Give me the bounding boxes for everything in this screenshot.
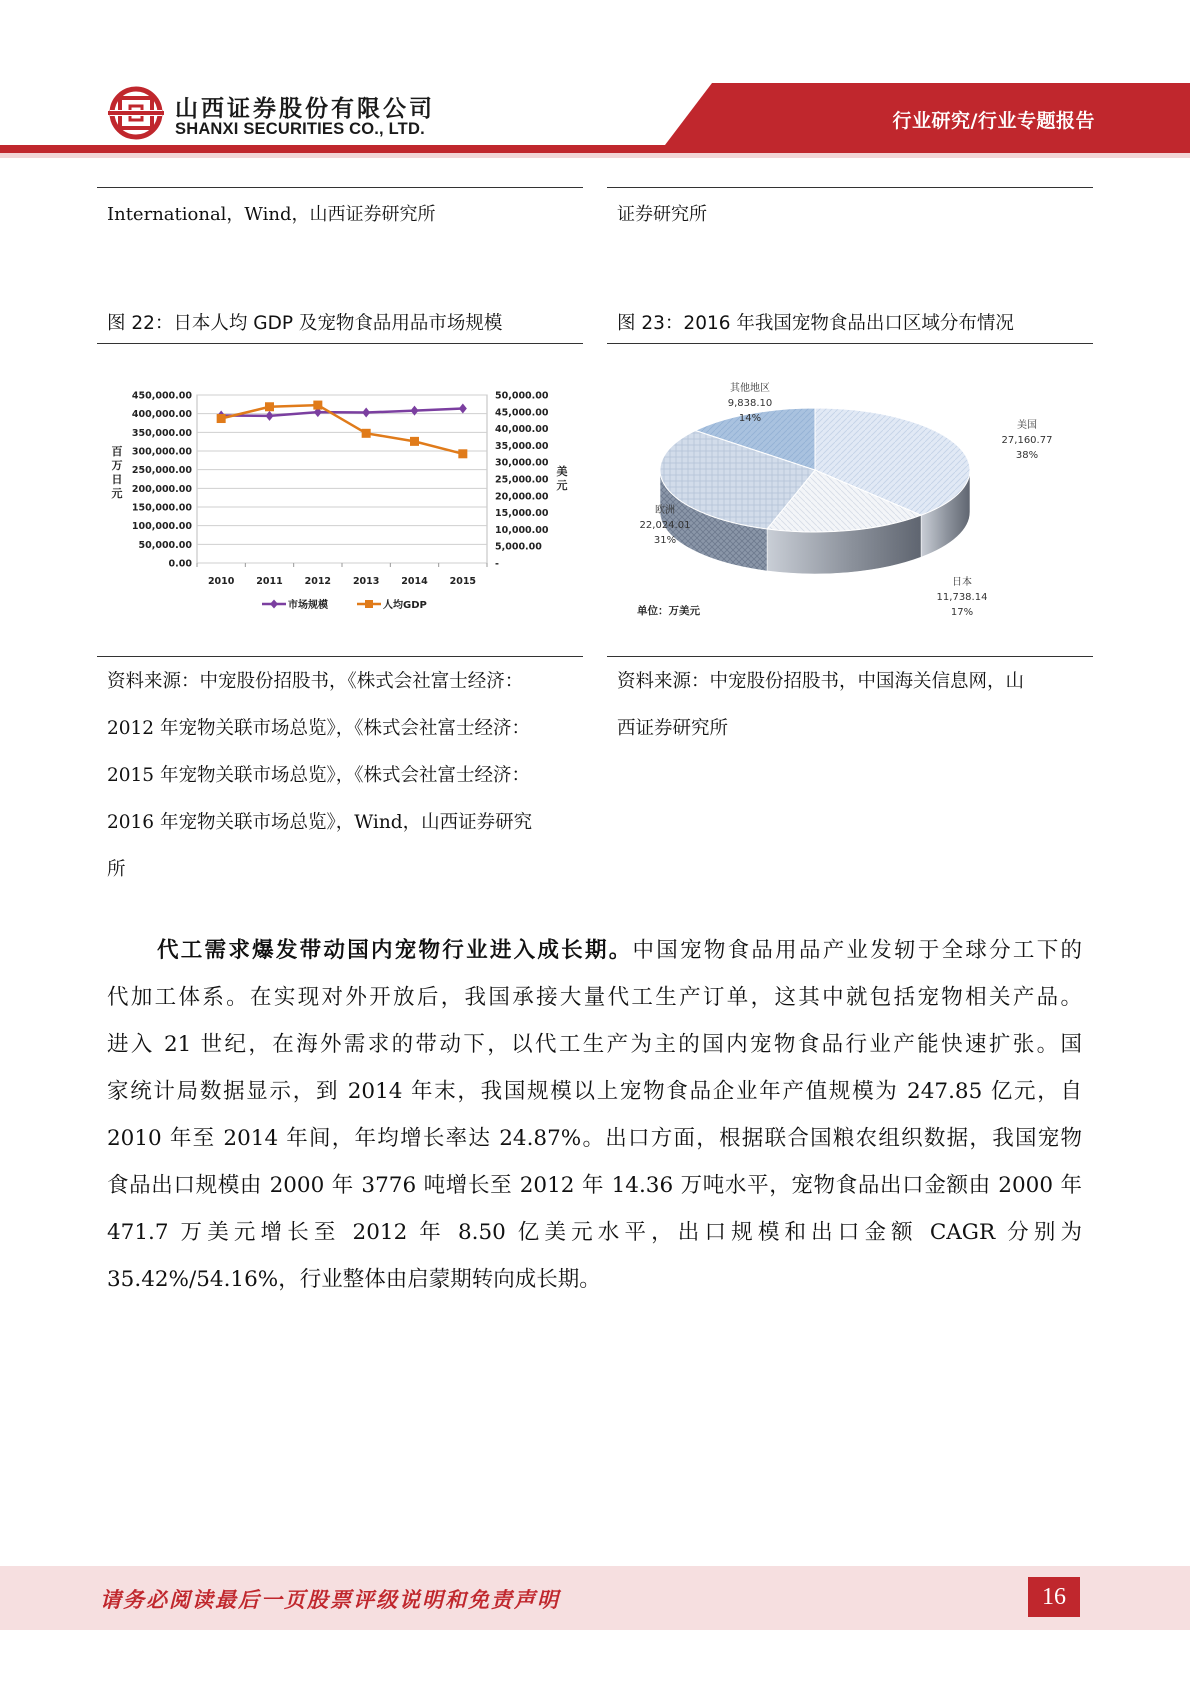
left-tick-label: 400,000.00 bbox=[131, 409, 192, 421]
slice-label-percent: 31% bbox=[653, 535, 677, 546]
left-source-line: 所 bbox=[107, 859, 126, 880]
figure-22-chart bbox=[97, 370, 583, 620]
x-tick-label: 2010 bbox=[207, 576, 235, 587]
company-name-en: SHANXI SECURITIES CO., LTD. bbox=[175, 120, 425, 138]
slice-label-name: 日本 bbox=[952, 577, 972, 588]
body-line-1 bbox=[107, 933, 1082, 964]
legend-label: 市场规模 bbox=[288, 600, 328, 611]
left-title-rule bbox=[97, 343, 583, 344]
x-tick-label: 2011 bbox=[256, 576, 283, 587]
x-tick-label: 2014 bbox=[401, 576, 428, 587]
left-bottom-rule bbox=[97, 656, 583, 657]
legend-label: 人均GDP bbox=[383, 600, 427, 611]
header-band bbox=[0, 0, 1190, 165]
body-line: 食品出口规模由 2000 年 3776 吨增长至 2012 年 14.36 万吨水平，宠物食品出口金额由 2000 年 bbox=[107, 1173, 1082, 1198]
body-line-1-rest: 中国宠物食品用品产业发轫于全球分工下的 bbox=[632, 938, 1082, 963]
right-tick-label: - bbox=[495, 558, 499, 570]
legend-marker bbox=[365, 600, 373, 608]
series-point-gdp bbox=[217, 414, 226, 423]
left-tick-label: 0.00 bbox=[168, 558, 192, 570]
right-tick-label: 20,000.00 bbox=[495, 491, 549, 503]
left-tick-label: 50,000.00 bbox=[138, 539, 192, 551]
left-tick-label: 350,000.00 bbox=[131, 427, 192, 439]
slice-label-percent: 17% bbox=[950, 607, 974, 618]
right-tick-label: 30,000.00 bbox=[495, 457, 549, 469]
right-source-note bbox=[617, 658, 1024, 752]
legend-marker bbox=[270, 600, 278, 609]
left-source-line: 2015 年宠物关联市场总览》，《株式会社富士经济： bbox=[107, 765, 530, 786]
right-axis-label-char: 美 bbox=[556, 465, 568, 478]
left-axis-label-char: 日 bbox=[111, 473, 123, 486]
left-source-note bbox=[107, 658, 532, 893]
right-tick-label: 25,000.00 bbox=[495, 474, 549, 486]
company-logo bbox=[108, 89, 164, 137]
slice-label-value: 9,838.10 bbox=[727, 398, 773, 409]
left-tick-label: 300,000.00 bbox=[131, 446, 192, 458]
x-tick-label: 2013 bbox=[352, 576, 380, 587]
left-top-rule bbox=[97, 187, 583, 188]
report-type: 行业研究/行业专题报告 bbox=[892, 110, 1095, 132]
company-name-cn: 山西证券股份有限公司 bbox=[175, 96, 435, 122]
body-lead: 代工需求爆发带动国内宠物行业进入成长期。 bbox=[157, 938, 633, 963]
body-line: 2010 年至 2014 年间，年均增长率达 24.87%。出口方面，根据联合国粮农组织数据，我国宠物 bbox=[107, 1126, 1082, 1151]
left-tick-label: 450,000.00 bbox=[131, 390, 192, 402]
slice-label-name: 美国 bbox=[1017, 420, 1037, 431]
slice-label-name: 其他地区 bbox=[730, 383, 770, 394]
slice-label-value: 22,024.01 bbox=[639, 520, 691, 531]
series-point-gdp bbox=[410, 437, 419, 446]
right-tick-label: 10,000.00 bbox=[495, 524, 549, 536]
left-top-source: International，Wind，山西证券研究所 bbox=[107, 204, 436, 225]
slice-label-value: 27,160.77 bbox=[1001, 435, 1053, 446]
series-point-gdp bbox=[458, 449, 467, 458]
right-tick-label: 5,000.00 bbox=[495, 541, 542, 553]
series-point-gdp bbox=[265, 402, 274, 411]
slice-label-percent: 38% bbox=[1015, 450, 1039, 461]
right-source-line: 资料来源：中宠股份招股书，中国海关信息网，山 bbox=[617, 671, 1025, 692]
right-axis-label-char: 元 bbox=[556, 479, 568, 492]
series-point-market bbox=[266, 411, 274, 421]
body-line: 代加工体系。在实现对外开放后，我国承接大量代工生产订单，这其中就包括宠物相关产品。 bbox=[107, 985, 1082, 1010]
series-point-gdp bbox=[362, 429, 371, 438]
left-tick-label: 100,000.00 bbox=[131, 521, 192, 533]
right-tick-label: 15,000.00 bbox=[495, 508, 549, 520]
slice-label-name: 欧洲 bbox=[655, 505, 675, 516]
x-tick-label: 2012 bbox=[304, 576, 332, 587]
left-tick-label: 200,000.00 bbox=[131, 483, 192, 495]
left-axis-label-char: 万 bbox=[111, 459, 123, 472]
slice-label-percent: 14% bbox=[738, 413, 762, 424]
figure-23-chart bbox=[607, 370, 1093, 625]
series-point-market bbox=[362, 408, 370, 418]
left-source-line: 资料来源：中宠股份招股书，《株式会社富士经济： bbox=[107, 671, 524, 692]
series-point-gdp bbox=[313, 401, 322, 410]
right-tick-label: 40,000.00 bbox=[495, 424, 549, 436]
left-source-line: 2016 年宠物关联市场总览》，Wind，山西证券研究 bbox=[107, 812, 533, 833]
right-tick-label: 35,000.00 bbox=[495, 440, 549, 452]
right-tick-label: 50,000.00 bbox=[495, 390, 549, 402]
right-top-rule bbox=[607, 187, 1093, 188]
left-tick-label: 250,000.00 bbox=[131, 465, 192, 477]
body-line: 35.42%/54.16%，行业整体由启蒙期转向成长期。 bbox=[107, 1267, 601, 1292]
left-tick-label: 150,000.00 bbox=[131, 502, 192, 514]
pie-unit-label: 单位：万美元 bbox=[637, 605, 700, 617]
page-number: 16 bbox=[1028, 1577, 1080, 1617]
x-tick-label: 2015 bbox=[449, 576, 477, 587]
figure-23-title: 图 23：2016 年我国宠物食品出口区域分布情况 bbox=[617, 313, 1014, 334]
series-point-market bbox=[411, 406, 419, 416]
series-point-market bbox=[459, 403, 467, 413]
footer-disclaimer: 请务必阅读最后一页股票评级说明和免责声明 bbox=[100, 1587, 560, 1612]
figure-22-title: 图 22：日本人均 GDP 及宠物食品用品市场规模 bbox=[107, 313, 503, 334]
body-line: 471.7 万美元增长至 2012 年 8.50 亿美元水平，出口规模和出口金额 CAGR 分别为 bbox=[107, 1220, 1082, 1245]
body-line: 进入 21 世纪，在海外需求的带动下，以代工生产为主的国内宠物食品行业产能快速扩张。国 bbox=[107, 1032, 1082, 1057]
right-bottom-rule bbox=[607, 656, 1093, 657]
body-line: 家统计局数据显示，到 2014 年末，我国规模以上宠物食品企业年产值规模为 247.85 亿元，自 bbox=[107, 1079, 1082, 1104]
left-axis-label-char: 元 bbox=[111, 487, 123, 500]
right-title-rule bbox=[607, 343, 1093, 344]
left-source-line: 2012 年宠物关联市场总览》，《株式会社富士经济： bbox=[107, 718, 530, 739]
right-source-line: 西证券研究所 bbox=[617, 718, 729, 739]
right-tick-label: 45,000.00 bbox=[495, 407, 549, 419]
slice-label-value: 11,738.14 bbox=[936, 592, 988, 603]
right-top-source: 证券研究所 bbox=[617, 204, 707, 225]
left-axis-label-char: 百 bbox=[111, 445, 123, 458]
